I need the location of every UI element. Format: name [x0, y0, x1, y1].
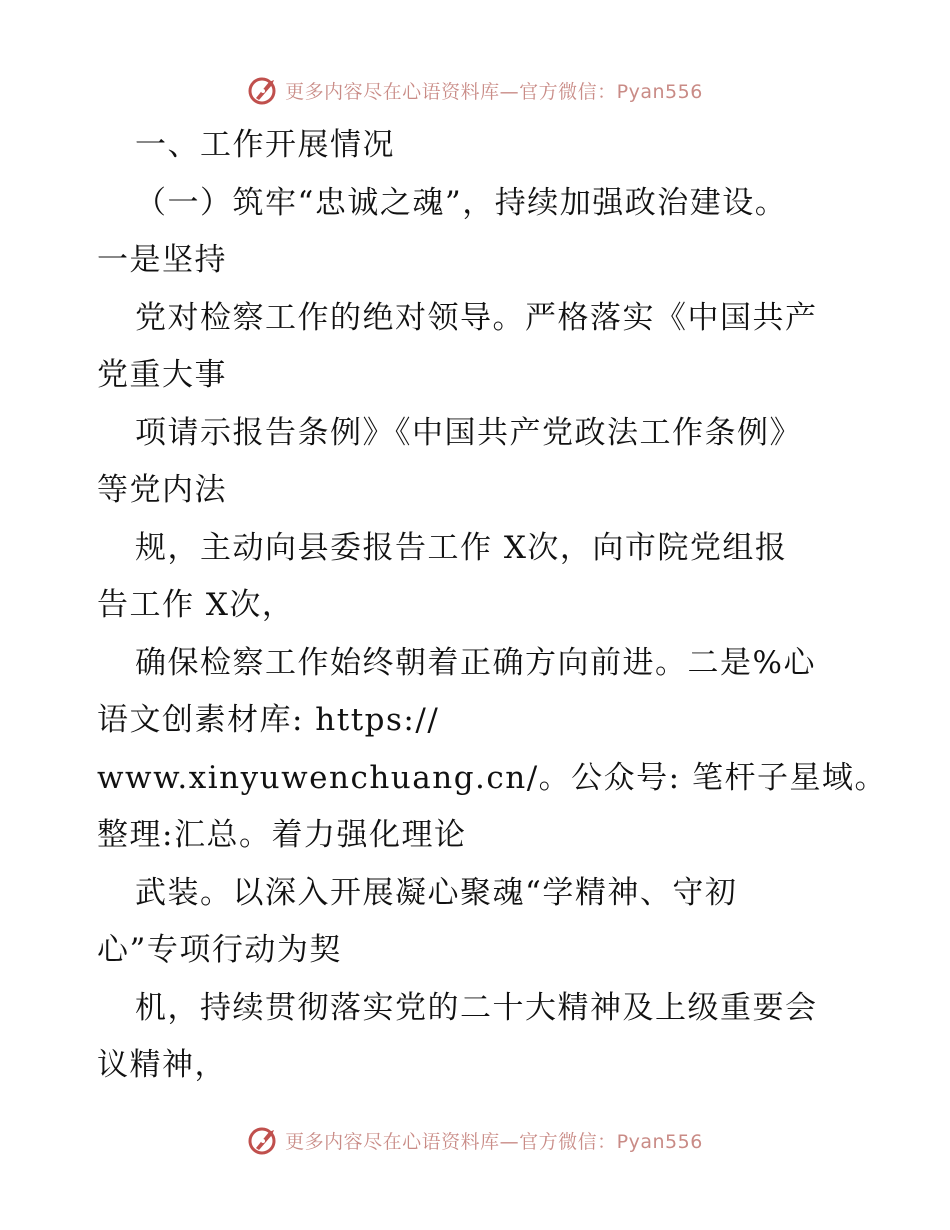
paragraph-line: 党对检察工作的绝对领导。严格落实《中国共产	[135, 299, 818, 336]
paragraph-line: （一）筑牢“忠诚之魂”，持续加强政治建设。	[135, 184, 788, 221]
header-watermark-text: 更多内容尽在心语资料库—官方微信：Pyan556	[285, 80, 703, 103]
document-body	[97, 117, 887, 1095]
pen-nib-circle-icon	[247, 74, 279, 106]
paragraph-line: 规，主动向县委报告工作 X次，向市院党组报	[135, 529, 788, 566]
paragraph-line: 议精神，	[97, 1047, 227, 1083]
paragraph-line: 语文创素材库: https://	[97, 702, 440, 738]
paragraph-line: 一、工作开展情况	[135, 127, 395, 163]
paragraph-line: 确保检察工作始终朝着正确方向前进。二是%心	[135, 644, 816, 681]
paragraph-line: 项请示报告条例》《中国共产党政法工作条例》	[135, 414, 802, 451]
footer-watermark-text: 更多内容尽在心语资料库—官方微信：Pyan556	[285, 1130, 703, 1153]
paragraph-line: 心”专项行动为契	[97, 932, 342, 968]
paragraph-line: 武装。以深入开展凝心聚魂“学精神、守初	[135, 874, 738, 911]
paragraph-line: 一是坚持	[97, 242, 227, 278]
paragraph-line: 等党内法	[97, 472, 227, 508]
paragraph-line: 党重大事	[97, 357, 227, 393]
paragraph-line: 机，持续贯彻落实党的二十大精神及上级重要会	[135, 989, 818, 1026]
footer-watermark	[0, 1120, 950, 1160]
paragraph-line: www.xinyuwenchuang.cn/。公众号: 笔杆子星域。	[97, 759, 887, 796]
header-watermark	[0, 70, 950, 110]
paragraph-line: 告工作 X次，	[97, 587, 295, 623]
paragraph-line: 整理:汇总。着力强化理论	[97, 817, 467, 853]
pen-nib-circle-icon	[247, 1124, 279, 1156]
